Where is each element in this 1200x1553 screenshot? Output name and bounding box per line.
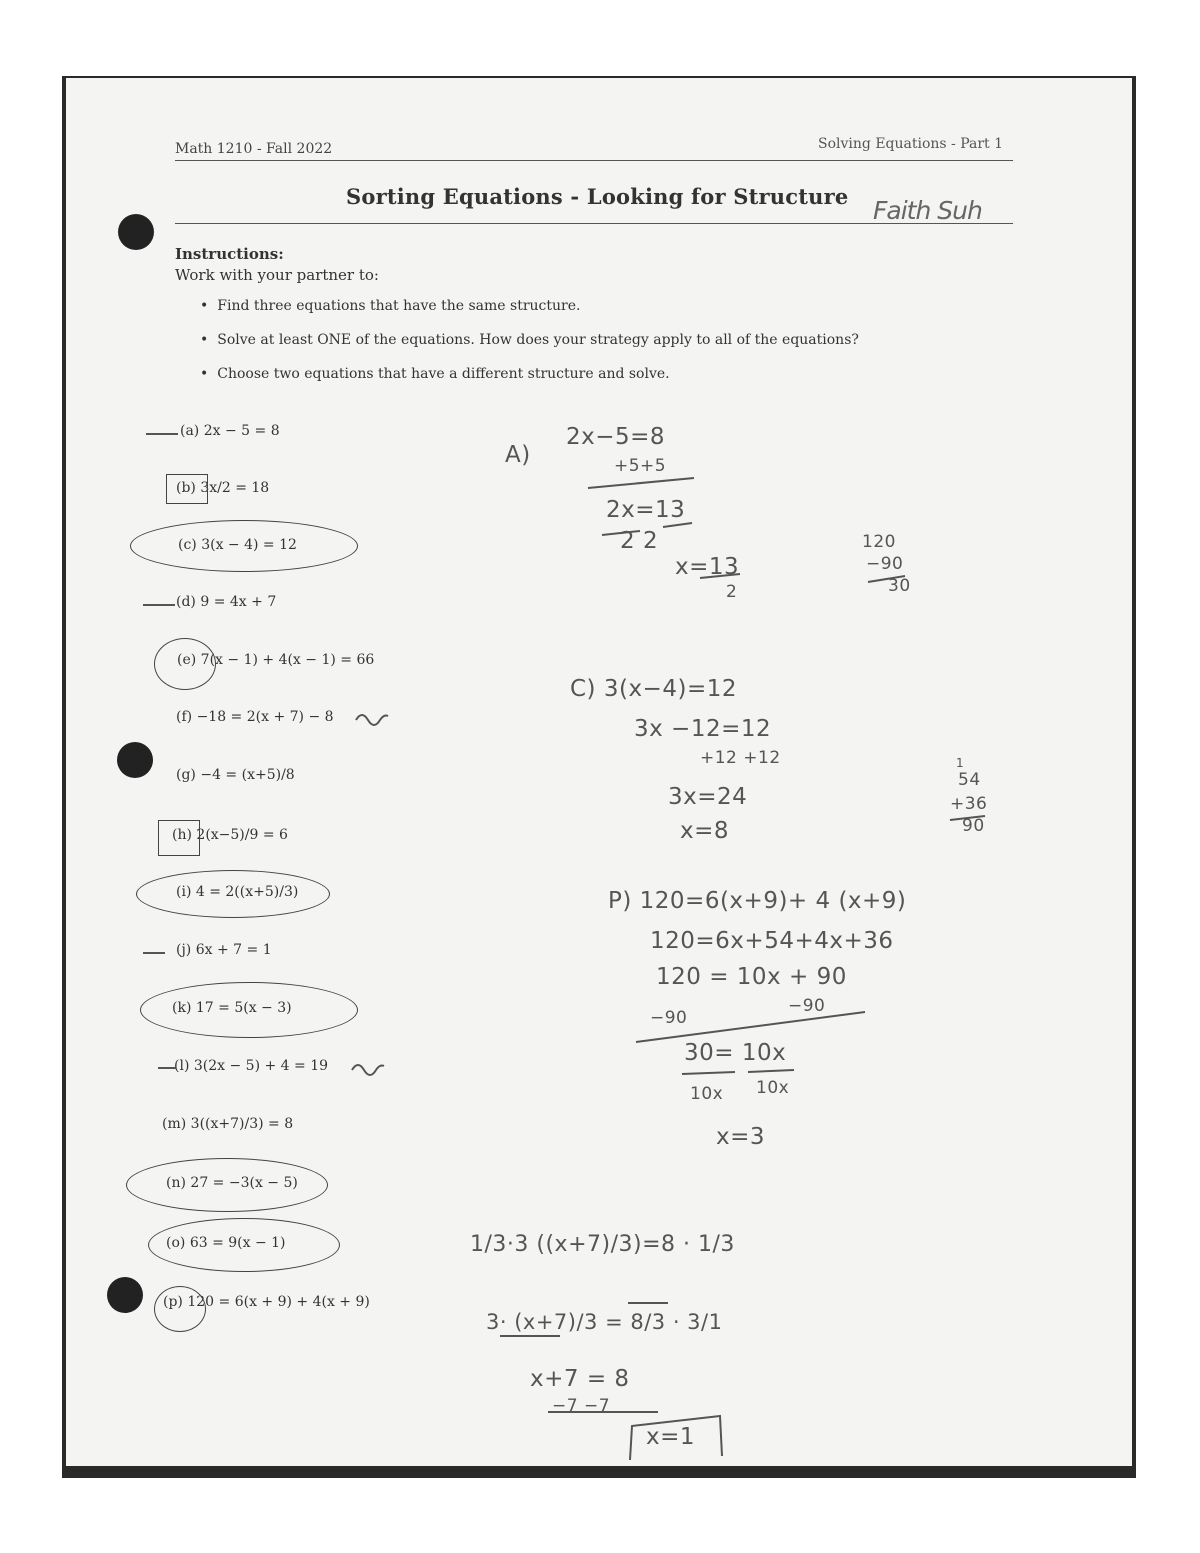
equation-j: (j) 6x + 7 = 1 xyxy=(176,942,272,958)
work-m-line: 3· (x+7)/3 = 8/3 · 3/1 xyxy=(486,1310,723,1334)
equation-p: (p) 120 = 6(x + 9) + 4(x + 9) xyxy=(163,1294,370,1310)
instructions-intro: Work with your partner to: xyxy=(175,266,379,284)
work-p-line: x=3 xyxy=(716,1124,766,1150)
work-p-line: 10x xyxy=(690,1084,724,1104)
equation-n: (n) 27 = −3(x − 5) xyxy=(166,1175,298,1191)
work-a-line: 2x−5=8 xyxy=(566,424,666,450)
squiggle-mark-f xyxy=(356,715,388,725)
equation-h: (h) 2(x−5)/9 = 6 xyxy=(172,827,288,843)
equation-g: (g) −4 = (x+5)/8 xyxy=(176,767,295,783)
work-line-a1 xyxy=(588,478,694,488)
work-line-p3 xyxy=(748,1070,794,1072)
side-work-1: −90 xyxy=(866,554,904,574)
equation-a: (a) 2x − 5 = 8 xyxy=(180,423,280,439)
work-m-line: x+7 = 8 xyxy=(530,1366,630,1392)
instructions-heading: Instructions: xyxy=(175,245,284,263)
student-name: Faith Suh xyxy=(873,196,982,225)
equation-i: (i) 4 = 2((x+5)/3) xyxy=(176,884,299,900)
work-a-line: 2x=13 xyxy=(606,497,686,523)
work-a-line: x=13 xyxy=(675,554,740,580)
equation-k: (k) 17 = 5(x − 3) xyxy=(172,1000,292,1016)
work-p-line: 120 = 10x + 90 xyxy=(656,964,847,990)
instruction-item: • Choose two equations that have a different structure and solve. xyxy=(200,366,859,400)
equation-b: (b) 3x/2 = 18 xyxy=(176,480,270,496)
work-c-line: x=8 xyxy=(680,818,730,844)
equation-d: (d) 9 = 4x + 7 xyxy=(176,594,277,610)
side-work-2: +36 xyxy=(950,794,988,814)
side-work-2: 90 xyxy=(962,816,985,836)
side-work-1: 120 xyxy=(862,532,896,552)
work-m-line: 1/3·3 ((x+7)/3)=8 · 1/3 xyxy=(470,1232,735,1257)
squiggle-mark-l xyxy=(352,1065,384,1075)
work-a-line: +5+5 xyxy=(614,456,667,476)
equation-l: (l) 3(2x − 5) + 4 = 19 xyxy=(174,1058,329,1074)
work-a-line: 2 2 xyxy=(620,528,659,554)
work-p-line: −90 xyxy=(650,1008,688,1028)
work-p-line: 120=6x+54+4x+36 xyxy=(650,928,894,954)
work-p-line: 10x xyxy=(756,1078,790,1098)
equation-m: (m) 3((x+7)/3) = 8 xyxy=(162,1116,294,1132)
page-title: Sorting Equations - Looking for Structure xyxy=(346,184,849,209)
equation-c: (c) 3(x − 4) = 12 xyxy=(178,537,297,553)
work-line-a3 xyxy=(663,523,692,527)
work-c-line: +12 +12 xyxy=(700,748,781,768)
work-m-line: −7 −7 xyxy=(552,1396,611,1416)
work-line-p2 xyxy=(682,1072,735,1074)
work-a-label: A) xyxy=(505,442,531,468)
equation-f: (f) −18 = 2(x + 7) − 8 xyxy=(176,709,334,725)
work-p-line: P) 120=6(x+9)+ 4 (x+9) xyxy=(608,888,907,914)
work-p-line: 30= 10x xyxy=(684,1040,787,1066)
equation-e: (e) 7(x − 1) + 4(x − 1) = 66 xyxy=(177,652,375,668)
instruction-item: • Find three equations that have the same structure. xyxy=(200,298,859,332)
work-p-line: −90 xyxy=(788,996,826,1016)
work-c-line: C) 3(x−4)=12 xyxy=(570,676,737,702)
side-work-2: 1 xyxy=(956,756,965,770)
side-work-2: 54 xyxy=(958,770,981,790)
work-c-line: 3x −12=12 xyxy=(634,716,772,742)
work-m-answer: x=1 xyxy=(646,1424,696,1450)
unit-label: Solving Equations - Part 1 xyxy=(818,136,1004,152)
work-c-line: 3x=24 xyxy=(668,784,748,810)
side-work-1: 30 xyxy=(888,576,911,596)
work-a-line: 2 xyxy=(726,582,738,602)
instruction-item: • Solve at least ONE of the equations. How does your strategy apply to all of the equations? xyxy=(200,332,859,366)
equation-o: (o) 63 = 9(x − 1) xyxy=(166,1235,286,1251)
course-label: Math 1210 - Fall 2022 xyxy=(175,141,333,157)
